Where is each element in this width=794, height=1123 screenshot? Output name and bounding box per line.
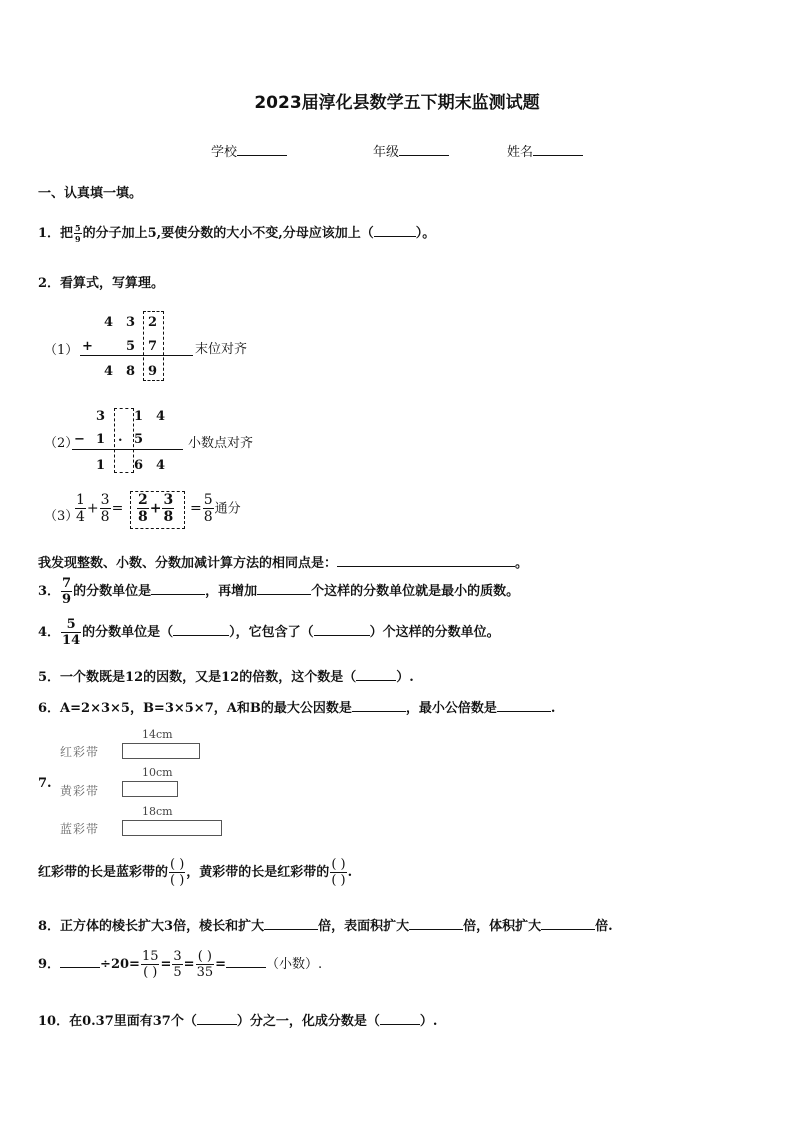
digit: 7 xyxy=(148,339,158,354)
calc2-note: 小数点对齐 xyxy=(188,436,254,451)
q1-blank[interactable] xyxy=(374,224,416,237)
question-8: 8．正方体的棱长扩大3倍，棱长和扩大 倍，表面积扩大 倍，体积扩大 倍. xyxy=(38,919,613,934)
yellow-ribbon-bar xyxy=(122,781,178,797)
calc3-label: （3） xyxy=(44,509,79,524)
school-blank[interactable] xyxy=(237,143,287,156)
grade-blank[interactable] xyxy=(399,143,449,156)
digit: 9 xyxy=(148,364,158,379)
calc2-label: （2） xyxy=(44,436,79,451)
q3-blank-1[interactable] xyxy=(151,582,205,595)
q6-blank-2[interactable] xyxy=(497,699,551,712)
q9-blank-2[interactable] xyxy=(226,955,266,968)
digit: 2 xyxy=(148,315,158,330)
digit: 4 xyxy=(104,315,114,330)
school-field[interactable] xyxy=(211,141,287,160)
minus-sign: − xyxy=(74,432,85,447)
q3-blank-2[interactable] xyxy=(257,582,311,595)
digit: 1 xyxy=(96,432,106,447)
ribbon-length: 18cm xyxy=(142,805,173,818)
section-heading: 一、认真填一填。 xyxy=(38,186,143,201)
digit: 4 xyxy=(156,458,166,473)
digit: 1 xyxy=(134,409,144,424)
alignment-box xyxy=(143,311,164,381)
ribbon-label: 红彩带 xyxy=(60,745,100,759)
plus-sign: + xyxy=(82,339,93,354)
question-7-text: 红彩带的长是蓝彩带的 $\frac{( )}{( )}$ ，黄彩带的长是红彩带的 $\frac{( )}{( )}$ . xyxy=(38,857,353,888)
digit: 3 xyxy=(126,315,136,330)
q5-blank[interactable] xyxy=(356,668,396,681)
discovery-blank[interactable] xyxy=(337,554,515,567)
red-ribbon-bar xyxy=(122,743,200,759)
calc3-result: = $\frac{5}{8}$ 通分 xyxy=(190,492,241,525)
question-2: 2．看算式，写算理。 xyxy=(38,276,165,291)
digit: 5 xyxy=(134,432,144,447)
q8-blank-3[interactable] xyxy=(541,917,595,930)
ribbon-length: 14cm xyxy=(142,728,173,741)
name-field[interactable] xyxy=(507,141,583,160)
blue-ribbon-bar xyxy=(122,820,222,836)
alignment-box xyxy=(114,408,134,473)
grade-label: 年级 xyxy=(373,145,400,160)
calc3-boxed: $\frac{2}{8}$ + $\frac{3}{8}$ xyxy=(138,492,174,525)
q6-blank-1[interactable] xyxy=(352,699,406,712)
q10-blank-2[interactable] xyxy=(380,1012,420,1025)
calc1-note: 末位对齐 xyxy=(195,342,248,357)
name-blank[interactable] xyxy=(533,143,583,156)
question-10: 10．在0.37里面有37个（ ）分之一，化成分数是（ ）. xyxy=(38,1014,438,1029)
digit: 8 xyxy=(126,364,136,379)
question-9: 9． ÷20= $\frac{15}{( )}$ = $\frac{3}{5}$ = $\frac{( )}{35}$ = （小数）. xyxy=(38,949,323,980)
question-4: 4． $\frac{5}{14}$ 的分数单位是（ ），它包含了（ ）个这样的分数单位。 xyxy=(38,617,500,648)
school-label: 学校 xyxy=(211,145,238,160)
discovery-line: 我发现整数、小数、分数加减计算方法的相同点是： 。 xyxy=(38,556,529,571)
digit: 4 xyxy=(104,364,114,379)
q9-blank-1[interactable] xyxy=(60,955,100,968)
ribbon-label: 蓝彩带 xyxy=(60,822,100,836)
digit: 1 xyxy=(96,458,106,473)
question-3: 3． $\frac{7}{9}$ 的分数单位是 ，再增加 个这样的分数单位就是最小的质数。 xyxy=(38,576,520,607)
decimal-point: . xyxy=(118,430,123,445)
ribbon-label: 黄彩带 xyxy=(60,784,100,798)
digit: 3 xyxy=(96,409,106,424)
question-5: 5．一个数既是12的因数，又是12的倍数，这个数是（ ）. xyxy=(38,670,414,685)
ribbon-length: 10cm xyxy=(142,766,173,779)
q10-blank-1[interactable] xyxy=(197,1012,237,1025)
calc3-expression: $\frac{1}{4}$ + $\frac{3}{8}$ = xyxy=(76,492,124,525)
name-label: 姓名 xyxy=(507,145,534,160)
digit: 4 xyxy=(156,409,166,424)
question-1: 1．把 $\frac{5}{9}$ 的分子加上5,要使分数的大小不变,分母应该加上（ ）。 xyxy=(38,223,436,244)
q8-blank-2[interactable] xyxy=(409,917,463,930)
q1-fraction: $\frac{5}{9}$ xyxy=(75,223,81,244)
q4-blank-2[interactable] xyxy=(314,623,370,636)
digit: 6 xyxy=(134,458,144,473)
question-7-number: 7. xyxy=(38,776,52,791)
q4-blank-1[interactable] xyxy=(173,623,229,636)
q8-blank-1[interactable] xyxy=(264,917,318,930)
calc1-label: （1） xyxy=(44,343,79,358)
question-6: 6．A=2×3×5，B=3×5×7，A和B的最大公因数是 ，最小公倍数是 . xyxy=(38,701,556,716)
grade-field[interactable] xyxy=(373,141,449,160)
sum-line xyxy=(80,355,193,356)
digit: 5 xyxy=(126,339,136,354)
page-title: 2023届淳化县数学五下期末监测试题 xyxy=(254,93,540,113)
